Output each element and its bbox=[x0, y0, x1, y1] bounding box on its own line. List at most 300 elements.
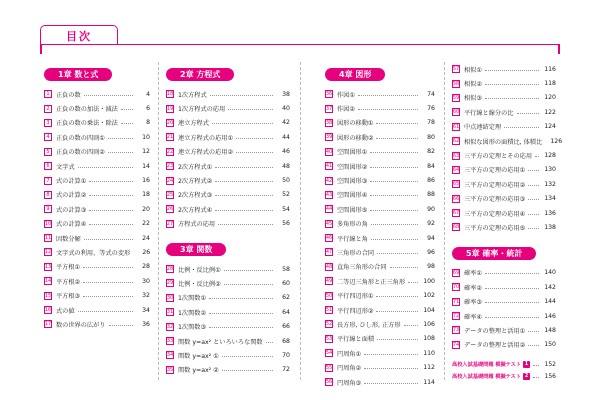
toc-entry[interactable] bbox=[452, 76, 556, 90]
lesson-title: 確率② bbox=[464, 284, 482, 292]
lesson-number: 19 bbox=[166, 105, 174, 112]
toc-entry[interactable] bbox=[166, 305, 290, 319]
lesson-number: 72 bbox=[452, 313, 460, 320]
page-number: 16 bbox=[142, 177, 150, 185]
toc-entry[interactable] bbox=[325, 87, 435, 101]
page-number: 136 bbox=[544, 209, 556, 217]
toc-entry[interactable] bbox=[166, 101, 290, 115]
lesson-title: 1次方程式 bbox=[178, 91, 207, 99]
dot-leader bbox=[218, 224, 273, 225]
dot-leader bbox=[408, 282, 418, 283]
toc-entry[interactable] bbox=[44, 130, 150, 144]
dot-leader bbox=[83, 296, 133, 297]
lesson-number: 20 bbox=[166, 119, 174, 126]
lesson-number: 50 bbox=[325, 292, 333, 299]
toc-entry[interactable] bbox=[452, 120, 556, 134]
toc-entry[interactable] bbox=[325, 173, 435, 187]
toc-entry[interactable] bbox=[166, 217, 290, 231]
lesson-number: 48 bbox=[325, 263, 333, 270]
toc-entry[interactable] bbox=[325, 288, 435, 302]
dot-leader bbox=[215, 210, 273, 211]
page-number: 62 bbox=[282, 294, 290, 302]
page-number: 94 bbox=[427, 234, 435, 242]
lesson-title: 円周角③ bbox=[337, 379, 362, 387]
lesson-number: 58 bbox=[452, 80, 460, 87]
page-number: 84 bbox=[427, 162, 435, 170]
lesson-title: 連立方程式の応用② bbox=[178, 149, 234, 157]
lesson-title: 確率① bbox=[464, 270, 482, 278]
toc-entry[interactable] bbox=[44, 145, 150, 159]
dot-leader bbox=[84, 95, 133, 96]
lesson-number: 14 bbox=[44, 278, 52, 285]
toc-entry[interactable] bbox=[44, 116, 150, 130]
page-title-tab bbox=[40, 25, 118, 45]
toc-column-1 bbox=[44, 62, 150, 332]
lesson-number: 23 bbox=[166, 163, 174, 170]
lesson-number: 25 bbox=[166, 191, 174, 198]
lesson-title: 正負の数の加法・減法 bbox=[56, 106, 118, 114]
page-number: 20 bbox=[142, 205, 150, 213]
dot-leader bbox=[370, 167, 418, 168]
lesson-title: 直角三角形の合同 bbox=[337, 264, 387, 272]
dot-leader bbox=[528, 345, 539, 346]
lesson-number: 60 bbox=[452, 109, 460, 116]
lesson-title: 式の計算③ bbox=[56, 206, 87, 214]
lesson-number: 65 bbox=[452, 181, 460, 188]
lesson-title: 2次方程式④ bbox=[178, 206, 213, 214]
lesson-title: 方程式の応用 bbox=[178, 221, 216, 229]
page-number: 28 bbox=[142, 263, 150, 271]
lesson-number: 13 bbox=[44, 263, 52, 270]
dot-leader bbox=[209, 313, 273, 314]
page-number: 98 bbox=[427, 263, 435, 271]
toc-entry[interactable] bbox=[44, 87, 150, 101]
toc-entry[interactable] bbox=[452, 134, 563, 148]
lesson-number: 32 bbox=[166, 323, 174, 330]
dot-leader bbox=[390, 267, 419, 268]
lesson-title: 図形の移動① bbox=[337, 120, 374, 128]
lesson-number: 11 bbox=[44, 235, 52, 242]
dot-leader bbox=[533, 377, 539, 378]
toc-entry[interactable] bbox=[166, 87, 290, 101]
toc-entry[interactable] bbox=[452, 280, 556, 294]
toc-entry[interactable] bbox=[166, 319, 290, 333]
dot-leader bbox=[215, 195, 273, 196]
toc-column-4 bbox=[452, 62, 563, 382]
dot-leader bbox=[364, 383, 418, 384]
toc-entry[interactable] bbox=[44, 173, 150, 187]
lesson-number: 53 bbox=[325, 335, 333, 342]
lesson-title: 相似① bbox=[464, 66, 482, 74]
lesson-title: 空間図形④ bbox=[337, 192, 368, 200]
dot-leader bbox=[83, 282, 133, 283]
toc-entry[interactable] bbox=[452, 220, 556, 234]
lesson-number: 74 bbox=[452, 341, 460, 348]
lesson-title: 作図② bbox=[337, 106, 355, 114]
page-number: 146 bbox=[544, 312, 556, 320]
lesson-number: 45 bbox=[325, 220, 333, 227]
dot-leader bbox=[89, 224, 133, 225]
lesson-title: 空間図形② bbox=[337, 163, 368, 171]
dot-leader bbox=[528, 214, 539, 215]
lesson-number: 26 bbox=[166, 206, 174, 213]
lesson-title: 三平方の定理の応用③ bbox=[464, 196, 526, 204]
page-number: 104 bbox=[423, 306, 435, 314]
toc-entry[interactable] bbox=[166, 363, 290, 377]
lesson-number: 66 bbox=[452, 195, 460, 202]
page-number: 40 bbox=[282, 105, 290, 113]
page-number: 30 bbox=[142, 277, 150, 285]
dot-leader bbox=[528, 331, 539, 332]
column-divider bbox=[300, 62, 301, 380]
lesson-title: 数の世界の広がり bbox=[56, 321, 106, 329]
toc-entry[interactable] bbox=[44, 245, 150, 259]
lesson-title: 平方根② bbox=[56, 278, 81, 286]
column-divider bbox=[444, 62, 445, 380]
page-number: 76 bbox=[427, 105, 435, 113]
toc-entry[interactable] bbox=[166, 188, 290, 202]
lesson-number: 44 bbox=[325, 206, 333, 213]
page-number: 116 bbox=[544, 65, 556, 73]
dot-leader bbox=[370, 210, 418, 211]
toc-entry[interactable] bbox=[452, 323, 556, 337]
page-number: 24 bbox=[142, 234, 150, 242]
lesson-title: 長方形, ひし形, 正方形 bbox=[337, 321, 401, 329]
dot-leader bbox=[377, 339, 418, 340]
lesson-title: 2次方程式③ bbox=[178, 192, 213, 200]
lesson-title: 確率③ bbox=[464, 299, 482, 307]
lesson-number: 16 bbox=[44, 307, 52, 314]
lesson-number: 70 bbox=[452, 284, 460, 291]
toc-entry[interactable] bbox=[452, 309, 556, 323]
toc-entry[interactable] bbox=[166, 334, 290, 348]
page-number: 148 bbox=[544, 326, 556, 334]
lesson-title: 平方根① bbox=[56, 264, 81, 272]
toc-entry[interactable] bbox=[325, 231, 435, 245]
page-number: 156 bbox=[544, 372, 556, 380]
lesson-title: 相似② bbox=[464, 81, 482, 89]
toc-entry[interactable] bbox=[325, 101, 435, 115]
lesson-number: 2 bbox=[44, 105, 52, 113]
toc-entry[interactable] bbox=[325, 188, 435, 202]
toc-entry[interactable] bbox=[44, 101, 150, 115]
dot-leader bbox=[528, 185, 539, 186]
mock-test-entry[interactable] bbox=[452, 358, 556, 370]
page-number: 88 bbox=[427, 191, 435, 199]
toc-entry[interactable] bbox=[325, 375, 435, 389]
page-number: 152 bbox=[544, 360, 556, 368]
lesson-title: 1次関数② bbox=[178, 309, 207, 317]
page-number: 14 bbox=[142, 162, 150, 170]
page-number: 142 bbox=[544, 283, 556, 291]
toc-entry[interactable] bbox=[325, 159, 435, 173]
dot-leader bbox=[210, 95, 273, 96]
toc-entry[interactable] bbox=[166, 348, 290, 362]
page-number: 90 bbox=[427, 205, 435, 213]
dot-leader bbox=[376, 138, 418, 139]
toc-entry[interactable] bbox=[44, 217, 150, 231]
toc-entry[interactable] bbox=[44, 188, 150, 202]
lesson-number: 64 bbox=[452, 166, 460, 173]
dot-leader bbox=[108, 138, 133, 139]
lesson-number: 40 bbox=[325, 148, 333, 155]
toc-entry[interactable] bbox=[452, 163, 556, 177]
mock-test-entry[interactable] bbox=[452, 370, 556, 382]
dot-leader bbox=[364, 354, 418, 355]
toc-entry[interactable] bbox=[452, 148, 556, 162]
lesson-title: 三平方の定理の応用① bbox=[464, 167, 526, 175]
lesson-number: 49 bbox=[325, 278, 333, 285]
lesson-number: 29 bbox=[166, 280, 174, 287]
lesson-title: 1次関数① bbox=[178, 295, 207, 303]
dot-leader bbox=[358, 95, 418, 96]
toc-column-2 bbox=[166, 62, 290, 377]
lesson-title: 相似な図形の面積比, 体積比 bbox=[464, 138, 543, 146]
lesson-title: 平行四辺形② bbox=[337, 307, 374, 315]
toc-entry[interactable] bbox=[452, 266, 556, 280]
page-number: 50 bbox=[282, 177, 290, 185]
dot-leader bbox=[485, 302, 539, 303]
dot-leader bbox=[215, 181, 273, 182]
page-title: 目次 bbox=[66, 30, 92, 43]
toc-entry[interactable] bbox=[452, 91, 556, 105]
page-number: 106 bbox=[423, 320, 435, 328]
toc-entry[interactable] bbox=[325, 116, 435, 130]
page-number: 120 bbox=[544, 94, 556, 102]
page-number: 34 bbox=[142, 306, 150, 314]
mock-test-badge: 1 bbox=[524, 361, 529, 368]
page-number: 12 bbox=[142, 148, 150, 156]
toc-entry[interactable] bbox=[325, 360, 435, 374]
dot-leader bbox=[83, 267, 133, 268]
toc-entry[interactable] bbox=[166, 130, 290, 144]
dot-leader bbox=[370, 152, 418, 153]
toc-entry[interactable] bbox=[325, 145, 435, 159]
toc-column-3 bbox=[325, 62, 435, 389]
lesson-number: 4 bbox=[44, 133, 52, 141]
toc-entry[interactable] bbox=[166, 159, 290, 173]
lesson-title: 空間図形① bbox=[337, 149, 368, 157]
toc-entry[interactable] bbox=[166, 173, 290, 187]
toc-entry[interactable] bbox=[44, 303, 150, 317]
lesson-title: 正負の数の四則② bbox=[56, 149, 105, 157]
lesson-title: 空間図形③ bbox=[337, 178, 368, 186]
page-number: 64 bbox=[282, 308, 290, 316]
lesson-number: 41 bbox=[325, 163, 333, 170]
chapter-heading: 3章 関数 bbox=[166, 243, 226, 256]
page-number: 140 bbox=[544, 269, 556, 277]
lesson-title: 三平方の定理の応用⑤ bbox=[464, 224, 526, 232]
toc-entry[interactable] bbox=[44, 159, 150, 173]
toc-entry[interactable] bbox=[166, 291, 290, 305]
toc-entry[interactable] bbox=[44, 288, 150, 302]
lesson-number: 27 bbox=[166, 220, 174, 227]
lesson-number: 62 bbox=[452, 138, 460, 145]
page-number: 68 bbox=[282, 337, 290, 345]
page-number: 118 bbox=[544, 80, 556, 88]
dot-leader bbox=[215, 167, 273, 168]
mock-test-title: 高校入試基礎問題 模擬テスト bbox=[452, 361, 522, 368]
lesson-number: 33 bbox=[166, 338, 174, 345]
page-number: 110 bbox=[423, 349, 435, 357]
lesson-number: 1 bbox=[44, 90, 52, 98]
lesson-title: 式の計算① bbox=[56, 178, 87, 186]
toc-entry[interactable] bbox=[44, 202, 150, 216]
lesson-title: 正負の数の四則① bbox=[56, 134, 105, 142]
lesson-number: 42 bbox=[325, 177, 333, 184]
lesson-title: 文字式の利用、等式の変形 bbox=[56, 249, 131, 257]
lesson-number: 56 bbox=[325, 379, 333, 385]
lesson-number: 10 bbox=[44, 220, 52, 227]
toc-entry[interactable] bbox=[452, 62, 556, 76]
lesson-title: 関数 y=ax² ② bbox=[178, 367, 219, 375]
toc-entry[interactable] bbox=[325, 303, 435, 317]
toc-entry[interactable] bbox=[325, 260, 435, 274]
toc-entry[interactable] bbox=[452, 294, 556, 308]
page-number: 22 bbox=[142, 220, 150, 228]
toc-entry[interactable] bbox=[44, 274, 150, 288]
toc-entry[interactable] bbox=[325, 130, 435, 144]
dot-leader bbox=[364, 368, 418, 369]
lesson-number: 3 bbox=[44, 119, 52, 127]
page-number: 10 bbox=[142, 133, 150, 141]
page-number: 100 bbox=[423, 277, 435, 285]
lesson-number: 35 bbox=[166, 366, 174, 373]
page-number: 6 bbox=[146, 105, 150, 113]
lesson-number: 18 bbox=[166, 91, 174, 98]
toc-entry[interactable] bbox=[166, 116, 290, 130]
toc-entry[interactable] bbox=[452, 105, 556, 119]
lesson-number: 54 bbox=[325, 350, 333, 357]
lesson-number: 7 bbox=[44, 177, 52, 185]
lesson-title: 三平方の定理の応用④ bbox=[464, 210, 526, 218]
page-number: 54 bbox=[282, 205, 290, 213]
lesson-number: 59 bbox=[452, 94, 460, 101]
page-number: 70 bbox=[282, 351, 290, 359]
lesson-title: 2次方程式② bbox=[178, 178, 213, 186]
header-rule-left-tick bbox=[40, 44, 42, 54]
toc-entry[interactable] bbox=[166, 262, 290, 276]
lesson-title: 平行線と面積 bbox=[337, 336, 375, 344]
page-number: 82 bbox=[427, 148, 435, 156]
page-number: 36 bbox=[142, 320, 150, 328]
toc-entry[interactable] bbox=[452, 338, 556, 352]
toc-entry[interactable] bbox=[325, 317, 435, 331]
lesson-number: 47 bbox=[325, 249, 333, 256]
toc-entry[interactable] bbox=[325, 217, 435, 231]
dot-leader bbox=[89, 195, 133, 196]
page-number: 26 bbox=[142, 248, 151, 256]
page-number: 78 bbox=[427, 119, 435, 127]
page-number: 80 bbox=[427, 133, 435, 141]
lesson-number: 39 bbox=[325, 134, 333, 141]
page-number: 60 bbox=[282, 279, 290, 287]
page-number: 122 bbox=[544, 108, 556, 116]
lesson-title: 中点連結定理 bbox=[464, 124, 502, 132]
toc-entry[interactable] bbox=[452, 192, 556, 206]
toc-entry[interactable] bbox=[166, 202, 290, 216]
column-divider bbox=[158, 62, 159, 380]
lesson-number: 51 bbox=[325, 307, 333, 314]
chapter-heading: 4章 図形 bbox=[325, 68, 385, 81]
page-number: 38 bbox=[282, 90, 290, 98]
page-number: 138 bbox=[544, 223, 556, 231]
lesson-number: 69 bbox=[452, 269, 460, 276]
mock-test-badge: 2 bbox=[524, 373, 529, 380]
dot-leader bbox=[222, 356, 273, 357]
toc-entry[interactable] bbox=[325, 346, 435, 360]
toc-entry[interactable] bbox=[325, 274, 435, 288]
dot-leader bbox=[485, 98, 539, 99]
toc-entry[interactable] bbox=[325, 202, 435, 216]
lesson-number: 57 bbox=[452, 66, 460, 73]
toc-entry[interactable] bbox=[325, 245, 435, 259]
lesson-number: 21 bbox=[166, 134, 174, 141]
toc-entry[interactable] bbox=[44, 260, 150, 274]
dot-leader bbox=[209, 298, 273, 299]
lesson-title: 比例・反比例① bbox=[178, 266, 221, 274]
lesson-number: 5 bbox=[44, 148, 52, 156]
dot-leader bbox=[370, 195, 418, 196]
dot-leader bbox=[485, 288, 539, 289]
lesson-title: 比例・反比例② bbox=[178, 280, 221, 288]
lesson-number: 52 bbox=[325, 321, 333, 328]
page-number: 44 bbox=[282, 133, 290, 141]
lesson-number: 24 bbox=[166, 177, 174, 184]
page-number: 48 bbox=[282, 162, 290, 170]
lesson-title: 平行線と線分の比 bbox=[464, 109, 514, 117]
dot-leader bbox=[485, 317, 539, 318]
dot-leader bbox=[528, 170, 539, 171]
lesson-number: 12 bbox=[44, 249, 52, 256]
dot-leader bbox=[376, 123, 418, 124]
dot-leader bbox=[108, 152, 133, 153]
toc-entry[interactable] bbox=[166, 276, 290, 290]
page-number: 4 bbox=[146, 90, 150, 98]
page-number: 18 bbox=[142, 191, 150, 199]
lesson-number: 43 bbox=[325, 191, 333, 198]
lesson-title: 三角形の合同 bbox=[337, 249, 375, 257]
toc-entry[interactable] bbox=[166, 145, 290, 159]
toc-entry[interactable] bbox=[452, 177, 556, 191]
lesson-title: 正負の数 bbox=[56, 91, 81, 99]
header-rule-right-tick bbox=[558, 44, 560, 54]
dot-leader bbox=[376, 311, 418, 312]
lesson-title: 三平方の定理の応用② bbox=[464, 181, 526, 189]
dot-leader bbox=[485, 84, 539, 85]
toc-entry[interactable] bbox=[325, 332, 435, 346]
lesson-number: 37 bbox=[325, 105, 333, 112]
dot-leader bbox=[228, 109, 273, 110]
dot-leader bbox=[266, 342, 273, 343]
toc-entry[interactable] bbox=[44, 317, 150, 331]
page-number: 130 bbox=[544, 166, 556, 174]
toc-entry[interactable] bbox=[44, 231, 150, 245]
page-number: 56 bbox=[282, 220, 290, 228]
dot-leader bbox=[371, 239, 418, 240]
lesson-number: 61 bbox=[452, 123, 460, 130]
dot-leader bbox=[209, 327, 273, 328]
lesson-title: 多角形の角 bbox=[337, 221, 368, 229]
lesson-title: 平行四辺形① bbox=[337, 293, 374, 301]
lesson-number: 38 bbox=[325, 119, 333, 126]
lesson-title: 空間図形⑤ bbox=[337, 206, 368, 214]
lesson-title: 作図① bbox=[337, 91, 355, 99]
page-number: 52 bbox=[282, 191, 290, 199]
toc-entry[interactable] bbox=[452, 206, 556, 220]
page-number: 8 bbox=[146, 119, 150, 127]
dot-leader bbox=[121, 109, 133, 110]
